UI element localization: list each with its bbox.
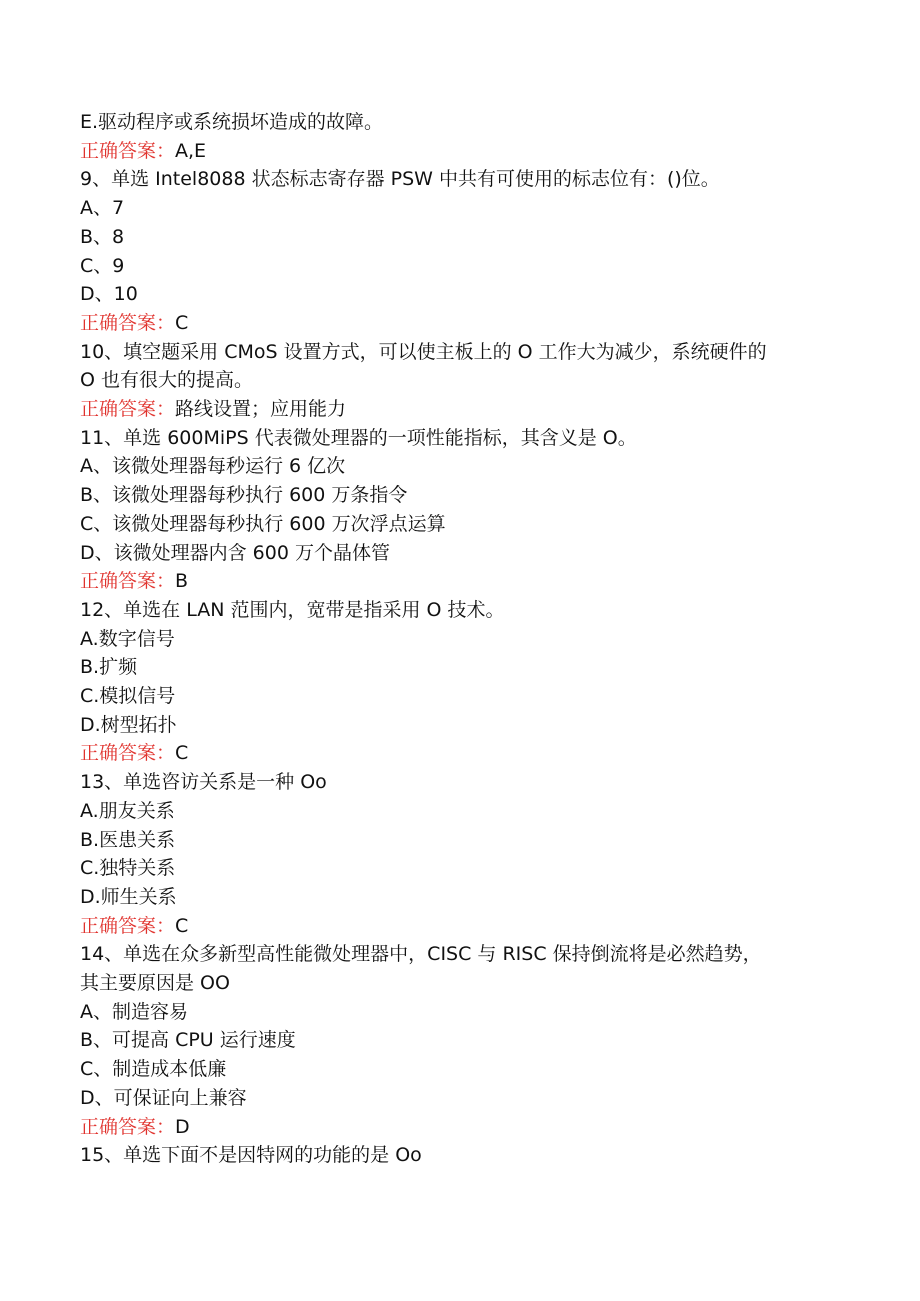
text-line: B、8 bbox=[80, 225, 125, 248]
answer-label: 正确答案： bbox=[80, 139, 176, 162]
text-line: C、制造成本低廉 bbox=[80, 1058, 227, 1081]
answer-line bbox=[80, 739, 840, 767]
answer-value: A,E bbox=[175, 139, 207, 162]
text-line: C.模拟信号 bbox=[80, 685, 176, 707]
answer-label: 正确答案： bbox=[80, 311, 176, 334]
text-line: B、可提高 CPU 运行速度 bbox=[80, 1029, 296, 1052]
answer-line bbox=[80, 395, 840, 423]
answer-value: B bbox=[175, 570, 189, 593]
text-line: A、7 bbox=[80, 197, 125, 220]
answer-label: 正确答案： bbox=[80, 914, 176, 937]
answer-value: 路线设置；应用能力 bbox=[175, 398, 347, 420]
text-line: 其主要原因是 OO bbox=[80, 972, 230, 994]
answer-line bbox=[80, 912, 840, 940]
answer-value: D bbox=[175, 1115, 190, 1138]
text-line: A.朋友关系 bbox=[80, 799, 175, 822]
answer-label: 正确答案： bbox=[80, 742, 176, 765]
text-line: C、9 bbox=[80, 254, 125, 277]
text-line: B.医患关系 bbox=[80, 828, 176, 851]
text-line: 15、单选下面不是因特网的功能的是 Oo bbox=[80, 1144, 422, 1167]
text-line: D、10 bbox=[80, 283, 138, 306]
text-line: O 也有很大的提高。 bbox=[80, 369, 253, 392]
answer-line bbox=[80, 1113, 840, 1141]
text-line: 9、单选 Intel8088 状态标志寄存器 PSW 中共有可使用的标志位有：()位。 bbox=[80, 168, 720, 191]
answer-value: C bbox=[175, 311, 189, 334]
text-line: 13、单选咨访关系是一种 Oo bbox=[80, 771, 327, 794]
text-line: D、该微处理器内含 600 万个晶体管 bbox=[80, 541, 390, 564]
text-line: E.驱动程序或系统损坏造成的故障。 bbox=[80, 111, 384, 133]
text-line: A、该微处理器每秒运行 6 亿次 bbox=[80, 455, 346, 478]
answer-value: C bbox=[175, 914, 189, 937]
text-line: C.独特关系 bbox=[80, 857, 176, 880]
text-line: A、制造容易 bbox=[80, 1000, 188, 1023]
answer-label: 正确答案： bbox=[80, 1115, 176, 1138]
text-line: A.数字信号 bbox=[80, 627, 175, 650]
answer-line bbox=[80, 137, 840, 165]
text-line: C、该微处理器每秒执行 600 万次浮点运算 bbox=[80, 512, 446, 535]
answer-line bbox=[80, 567, 840, 595]
text-line: 10、填空题采用 CMoS 设置方式，可以使主板上的 O 工作大为减少，系统硬件的 bbox=[80, 340, 767, 363]
answer-label: 正确答案： bbox=[80, 570, 176, 593]
answer-line bbox=[80, 309, 840, 337]
answer-label: 正确答案： bbox=[80, 398, 176, 420]
answer-value: C bbox=[175, 742, 189, 765]
text-line: 12、单选在 LAN 范围内，宽带是指采用 O 技术。 bbox=[80, 598, 505, 621]
text-line: 11、单选 600MiPS 代表微处理器的一项性能指标，其含义是 O。 bbox=[80, 426, 637, 449]
text-line: B、该微处理器每秒执行 600 万条指令 bbox=[80, 484, 408, 507]
text-line: B.扩频 bbox=[80, 656, 138, 679]
text-line: D.树型拓扑 bbox=[80, 713, 177, 736]
text-line: 14、单选在众多新型高性能微处理器中，CISC 与 RISC 保持倒流将是必然趋势， bbox=[80, 943, 762, 966]
text-line: D、可保证向上兼容 bbox=[80, 1086, 247, 1109]
text-line: D.师生关系 bbox=[80, 885, 177, 908]
